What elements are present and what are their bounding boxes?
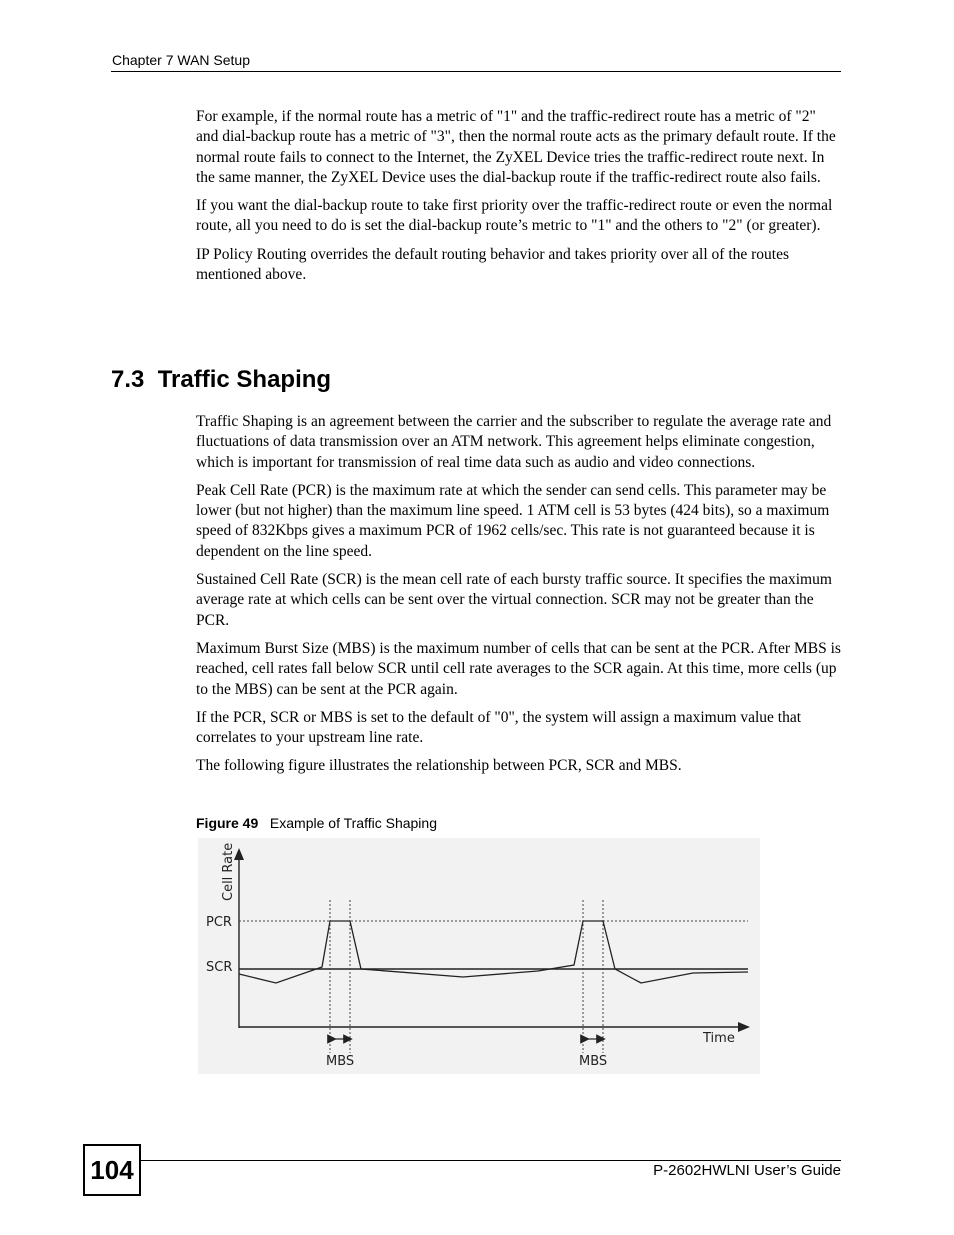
figure-title: Example of Traffic Shaping xyxy=(269,815,437,831)
paragraph: If you want the dial-backup route to take first priority over the traffic-redirect route or even the normal route, all you need to do is set the dial-backup route’s metric to "1" and the others to "2" (or greater). xyxy=(196,197,833,235)
paragraph: If the PCR, SCR or MBS is set to the default of "0", the system will assign a maximum value that correlates to your upstream line rate. xyxy=(196,708,802,747)
footer-divider xyxy=(140,1160,841,1161)
section-text xyxy=(196,412,841,785)
figure-label: Figure 49 xyxy=(196,815,259,831)
paragraph: Peak Cell Rate (PCR) is the maximum rate at which the sender can send cells. This parameter may be lower (but not higher) than the maximum line speed. 1 ATM cell is 53 bytes (424 bits), so a maximum speed of 832Kbps gives a maximum PCR of 1962 cells/sec. This rate is not guaranteed because it is dependent on the line speed. xyxy=(196,481,830,560)
paragraph: For example, if the normal route has a metric of "1" and the traffic-redirect route has a metric of "2" and dial-backup route has a metric of "3", then the normal route acts as the primary default route. If the normal route fails to connect to the Internet, the ZyXEL Device tries the traffic-redirect route next. In the same manner, the ZyXEL Device uses the dial-backup route if the traffic-redirect route also fails. xyxy=(196,108,836,186)
page-number: 104 xyxy=(83,1144,141,1196)
x-axis-label: Time xyxy=(703,1031,735,1046)
section-title: Traffic Shaping xyxy=(157,366,332,393)
section-heading xyxy=(111,366,331,394)
x-axis-arrow-icon xyxy=(738,1022,750,1032)
y-axis-label: Cell Rate xyxy=(221,842,236,901)
header-divider xyxy=(111,71,841,72)
traffic-shaping-figure xyxy=(198,838,760,1074)
section-number: 7.3 xyxy=(111,366,145,393)
chapter-header: Chapter 7 WAN Setup xyxy=(112,52,250,68)
paragraph: The following figure illustrates the relationship between PCR, SCR and MBS. xyxy=(196,757,682,775)
paragraph: Maximum Burst Size (MBS) is the maximum number of cells that can be sent at the PCR. After MBS is reached, cell rates fall below SCR until cell rate averages to the SCR again. At this time, more cells (up to the MBS) can be sent at the PCR again. xyxy=(196,639,841,698)
mbs-label: MBS xyxy=(579,1054,608,1069)
paragraph: IP Policy Routing overrides the default routing behavior and takes priority over all of the routes mentioned above. xyxy=(196,245,790,284)
cell-rate-curve xyxy=(239,921,748,983)
paragraph: Sustained Cell Rate (SCR) is the mean cell rate of each bursty traffic source. It specifies the maximum average rate at which cells can be sent over the virtual connection. SCR may not be greater than the PCR. xyxy=(196,571,832,629)
intro-text xyxy=(196,107,841,293)
pcr-label: PCR xyxy=(206,915,232,930)
traffic-shaping-diagram xyxy=(198,838,760,1074)
figure-caption xyxy=(196,815,437,831)
scr-label: SCR xyxy=(206,960,233,975)
guide-title: P-2602HWLNI User’s Guide xyxy=(653,1162,841,1179)
paragraph: Traffic Shaping is an agreement between the carrier and the subscriber to regulate the average rate and fluctuations of data transmission over an ATM network. This agreement helps eliminate congestion, which is important for transmission of real time data such as audio and video connections. xyxy=(196,413,832,471)
mbs-label: MBS xyxy=(326,1054,355,1069)
